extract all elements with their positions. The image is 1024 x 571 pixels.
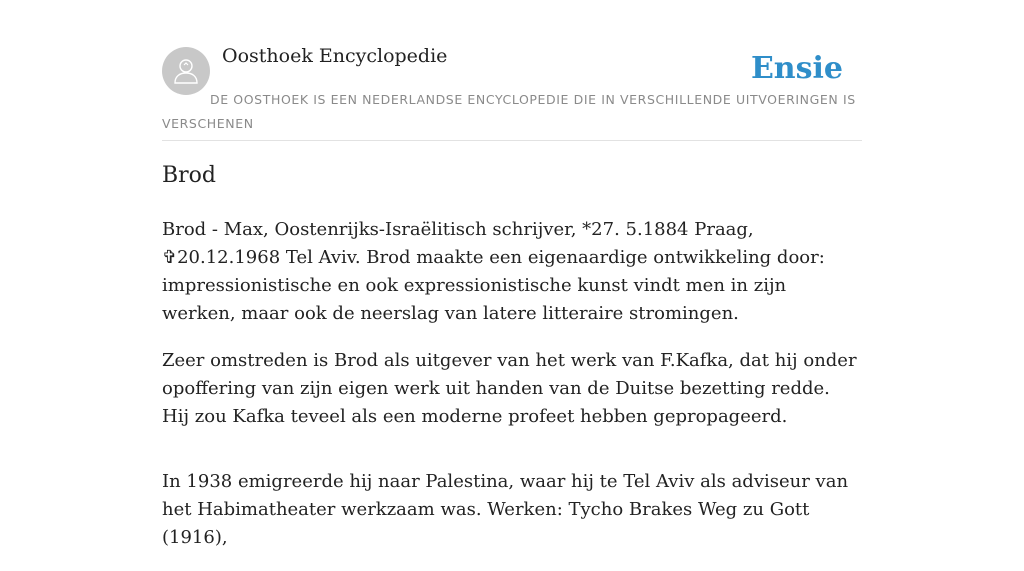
article-title: Brod — [162, 163, 217, 188]
site-tagline: DE OOSTHOEK IS EEN NEDERLANDSE ENCYCLOPEDIE DIE IN VERSCHILLENDE UITVOERINGEN IS VERSCHENEN — [162, 92, 856, 131]
article-paragraph: In 1938 emigreerde hij naar Palestina, waar hij te Tel Aviv als adviseur van het Habimatheater werkzaam was. Werken: Tycho Brakes Weg zu Gott (1916), — [162, 471, 849, 548]
article-body — [162, 216, 862, 571]
user-icon — [171, 56, 201, 86]
main-container — [162, 0, 862, 548]
brand-logo-link[interactable]: Ensie — [750, 51, 843, 86]
site-header — [162, 0, 862, 141]
article-paragraph: Brod - Max, Oostenrijks-Israëlitisch schrijver, *27. 5.1884 Praag, ✞20.12.1968 Tel Aviv. Brod maakte een eigenaardige ontwikkeling door: impressionistische en ook expressionistische kunst vindt men in zijn werken, maar ook de neerslag van latere litteraire stromingen. — [162, 219, 825, 324]
site-name[interactable]: Oosthoek Encyclopedie — [222, 45, 448, 67]
article-paragraph: Zeer omstreden is Brod als uitgever van het werk van F.Kafka, dat hij onder opoffering van zijn eigen werk uit handen van de Duitse bezetting redde. Hij zou Kafka teveel als een moderne profeet hebben gepropageerd. — [162, 350, 857, 427]
